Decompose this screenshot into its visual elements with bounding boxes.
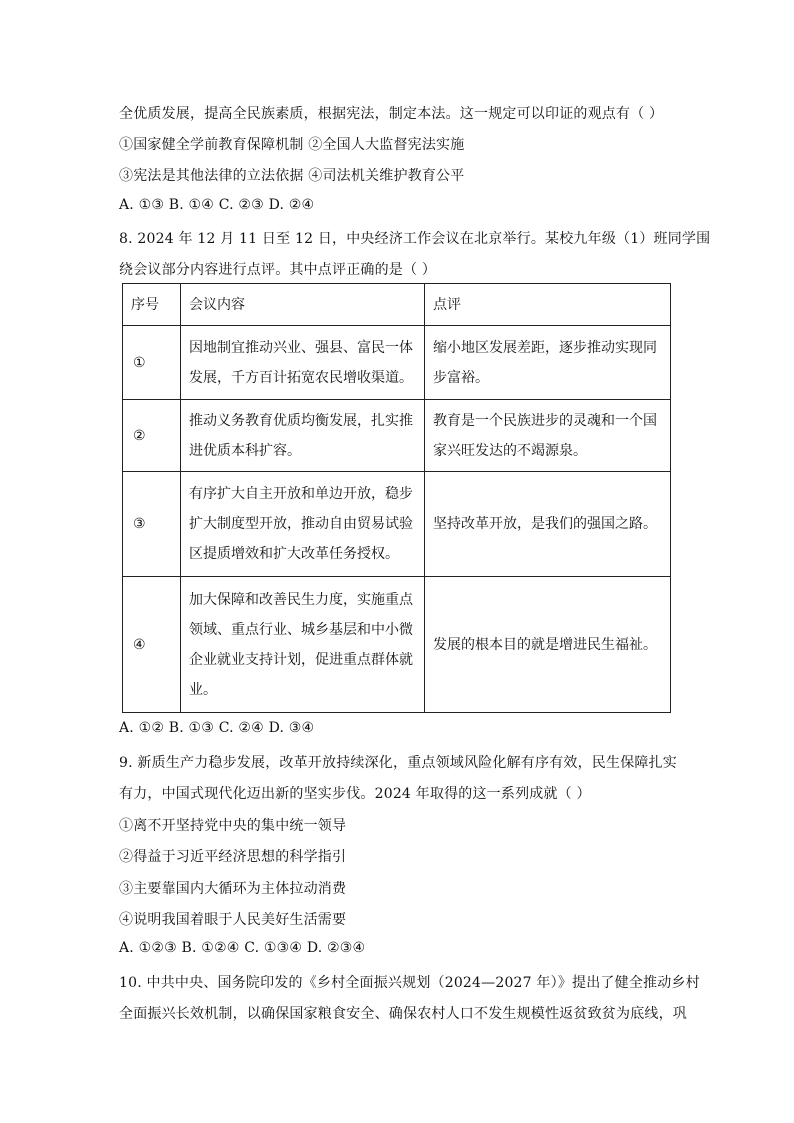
header-comment: 点评 — [425, 284, 671, 326]
q9-answer-choices: A. ①②③ B. ①②④ C. ①③④ D. ②③④ — [119, 940, 366, 956]
row-number: ① — [123, 326, 181, 400]
row-content-line: 扩大制度型开放，推动自由贸易试验 — [189, 516, 413, 532]
q7-option-line-1: ①国家健全学前教育保障机制 ②全国人大监督宪法实施 — [119, 137, 465, 153]
table-row — [123, 472, 671, 577]
row-comment-line: 缩小地区发展差距，逐步推动实现同 — [433, 339, 657, 356]
row-comment — [425, 326, 671, 400]
row-content-line: 有序扩大自主开放和单边开放，稳步 — [189, 486, 413, 502]
q7-answer-choices: A. ①③ B. ①④ C. ②③ D. ②④ — [119, 197, 315, 213]
q9-option-3: ③主要靠国内大循环为主体拉动消费 — [119, 881, 347, 897]
row-comment-line: 教育是一个民族进步的灵魂和一个国 — [433, 412, 657, 429]
row-content — [181, 326, 425, 400]
table-header-row — [123, 284, 671, 326]
row-comment-line: 发展的根本目的就是增进民生福祉。 — [433, 636, 657, 653]
row-content-line: 加大保障和改善民生力度，实施重点 — [189, 591, 413, 608]
q8-stem-line-1: 8. 2024 年 12 月 11 日至 12 日，中央经济工作会议在北京举行。某校九年级（1）班同学围 — [119, 231, 711, 247]
q10-stem-line-2: 全面振兴长效机制，以确保国家粮食安全、确保农村人口不发生规模性返贫致贫为底线，巩 — [119, 1006, 687, 1022]
header-number: 序号 — [123, 284, 181, 326]
row-content — [181, 400, 425, 472]
q9-option-1: ①离不开坚持党中央的集中统一领导 — [119, 818, 347, 834]
row-comment — [425, 472, 671, 577]
q10-stem-line-1: 10. 中共中央、国务院印发的《乡村全面振兴规划（2024—2027 年）》提出了健全推动乡村 — [119, 975, 700, 991]
row-content-line: 发展，千方百计拓宽农民增收渠道。 — [189, 369, 413, 386]
row-content-line: 领域、重点行业、城乡基层和中小微 — [189, 621, 413, 638]
row-content-line: 企业就业支持计划，促进重点群体就 — [189, 651, 413, 668]
row-number: ④ — [123, 577, 181, 713]
row-comment-line: 步富裕。 — [433, 369, 489, 386]
q8-stem-line-2: 绕会议部分内容进行点评。其中点评正确的是（ ） — [119, 262, 437, 278]
row-number: ③ — [123, 472, 181, 577]
row-comment-line: 坚持改革开放，是我们的强国之路。 — [433, 516, 657, 532]
row-comment — [425, 400, 671, 472]
row-comment — [425, 577, 671, 713]
table-row — [123, 577, 671, 713]
q8-answer-choices: A. ①② B. ①③ C. ②④ D. ③④ — [119, 720, 315, 736]
row-content-line: 区提质增效和扩大改革任务授权。 — [189, 546, 399, 562]
row-content-line: 推动义务教育优质均衡发展，扎实推 — [189, 412, 413, 429]
row-content-line: 业。 — [189, 681, 217, 698]
q9-option-4: ④说明我国着眼于人民美好生活需要 — [119, 912, 347, 928]
row-content-line: 因地制宜推动兴业、强县、富民一体 — [189, 339, 413, 356]
q7-option-line-2: ③宪法是其他法律的立法依据 ④司法机关维护教育公平 — [119, 168, 465, 184]
row-comment-line: 家兴旺发达的不竭源泉。 — [433, 442, 587, 459]
q9-stem-line-2: 有力，中国式现代化迈出新的坚实步伐。2024 年取得的这一系列成就（ ） — [119, 786, 591, 802]
row-content — [181, 577, 425, 713]
q9-stem-line-1: 9. 新质生产力稳步发展，改革开放持续深化，重点领域风险化解有序有效，民生保障扎实 — [119, 755, 678, 771]
q8-table — [122, 283, 671, 713]
table-row — [123, 326, 671, 400]
header-content: 会议内容 — [181, 284, 425, 326]
q7-stem-tail: 全优质发展，提高全民族素质，根据宪法，制定本法。这一规定可以印证的观点有（ ） — [119, 106, 664, 122]
row-content — [181, 472, 425, 577]
row-content-line: 进优质本科扩容。 — [189, 442, 301, 459]
q9-option-2: ②得益于习近平经济思想的科学指引 — [119, 849, 347, 865]
table-row — [123, 400, 671, 472]
row-number: ② — [123, 400, 181, 472]
